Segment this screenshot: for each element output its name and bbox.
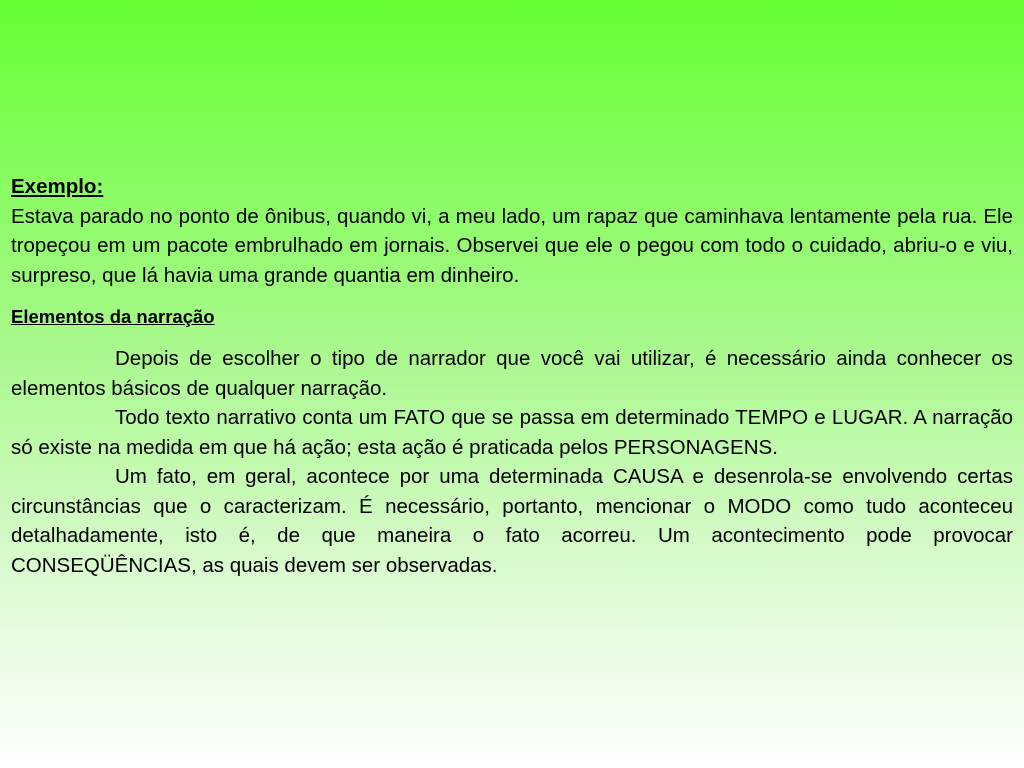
- elements-paragraph-1: Depois de escolher o tipo de narrador que você vai utilizar, é necessário ainda conhecer os elementos básicos de qualquer narração.: [11, 347, 1013, 400]
- elements-heading: Elementos da narração: [11, 306, 215, 327]
- elements-paragraph-3: Um fato, em geral, acontece por uma determinada CAUSA e desenrola-se envolvendo certas circunstâncias que o caracterizam. É necessário, portanto, mencionar o MODO como tudo aconteceu detalhadamente, isto é, de que maneira o fato acorreu. Um acontecimento pode provocar CONSEQÜÊNCIAS, as quais devem ser observadas.: [11, 465, 1013, 577]
- elements-paragraph-2: Todo texto narrativo conta um FATO que se passa em determinado TEMPO e LUGAR. A narração só existe na medida em que há ação; esta ação é praticada pelos PERSONAGENS.: [11, 406, 1013, 459]
- example-paragraph: Estava parado no ponto de ônibus, quando vi, a meu lado, um rapaz que caminhava lentamente pela rua. Ele tropeçou em um pacote embrulhado em jornais. Observei que ele o pegou com todo o cuidado, abriu-o e viu, surpreso, que lá havia uma grande quantia em dinheiro.: [11, 204, 1013, 287]
- slide-content: [11, 172, 1013, 580]
- example-heading: Exemplo:: [11, 175, 104, 198]
